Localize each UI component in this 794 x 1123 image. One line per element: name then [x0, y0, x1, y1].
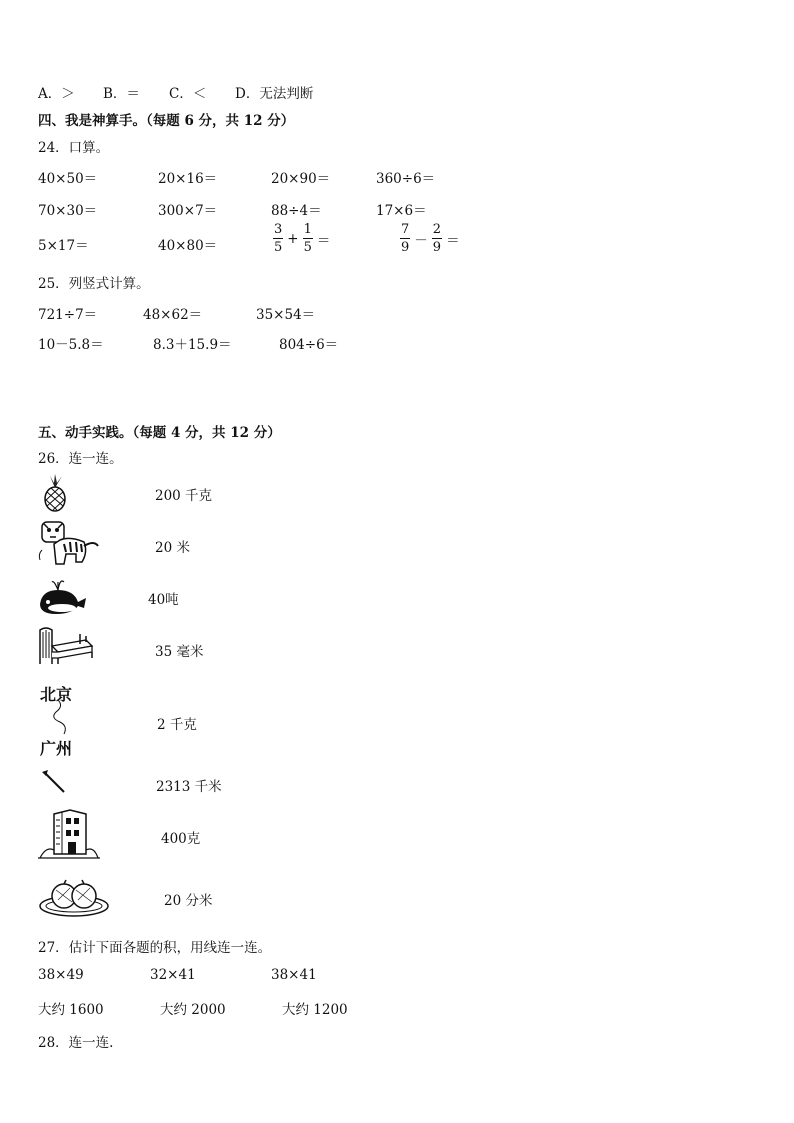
bed-icon	[36, 624, 94, 666]
q26-label: 26．连一连。	[38, 451, 123, 467]
building-icon	[38, 806, 100, 862]
q24-expr: 20×90＝	[271, 171, 331, 187]
q27-answer: 大约 1600	[38, 1002, 104, 1018]
q24-expr: 40×80＝	[158, 238, 218, 254]
q24-expr: 360÷6＝	[376, 171, 436, 187]
q25-expr: 721÷7＝	[38, 307, 98, 323]
q25-expr: 10－5.8＝	[38, 337, 104, 353]
q27-answer: 大约 2000	[160, 1002, 226, 1018]
fruit-plate-icon	[38, 876, 110, 918]
q26-value: 2313 千米	[156, 779, 222, 795]
q25-expr: 804÷6＝	[279, 337, 339, 353]
option-a: A．＞	[38, 86, 75, 102]
q26-value: 40吨	[148, 592, 179, 608]
fraction: $\frac{2}{9}$	[432, 222, 442, 255]
q26-value: 200 千克	[155, 488, 213, 504]
map-route-icon	[40, 682, 84, 756]
q27-label: 27．估计下面各题的积，用线连一连。	[38, 940, 272, 956]
section4-title: 四、我是神算手。（每题 6 分，共 12 分）	[38, 113, 295, 129]
fraction-expression-1	[273, 223, 330, 254]
option-d: D．无法判断	[235, 86, 314, 102]
route-line	[46, 698, 76, 736]
equals: ＝	[316, 232, 331, 249]
q27-answer: 大约 1200	[282, 1002, 348, 1018]
q25-expr: 48×62＝	[143, 307, 203, 323]
operator: －	[414, 232, 428, 249]
q26-value: 400克	[161, 831, 201, 847]
q26-value: 20 米	[155, 540, 190, 556]
q26-value: 20 分米	[164, 893, 213, 909]
q24-expr: 5×17＝	[38, 238, 89, 254]
fraction: $\frac{1}{5}$	[303, 222, 312, 255]
option-b: B．＝	[103, 86, 140, 102]
fraction-expression-2	[400, 223, 460, 254]
equals: ＝	[446, 232, 460, 249]
q25-expr: 35×54＝	[256, 307, 316, 323]
q24-expr: 300×7＝	[158, 203, 218, 219]
nail-icon	[40, 768, 70, 796]
q27-expr: 32×41	[150, 967, 196, 983]
q26-value: 35 毫米	[155, 644, 204, 660]
map-label-beijing: 北京	[40, 685, 73, 704]
q24-expr: 88÷4＝	[271, 203, 322, 219]
q27-expr: 38×49	[38, 967, 84, 983]
pineapple-icon	[38, 474, 72, 512]
map-label-guangzhou: 广州	[40, 739, 73, 758]
option-c: C．＜	[169, 86, 207, 102]
q25-label: 25．列竖式计算。	[38, 276, 150, 292]
fraction: $\frac{3}{5}$	[274, 222, 283, 255]
q24-label: 24．口算。	[38, 140, 110, 156]
q24-expr: 20×16＝	[158, 171, 218, 187]
tiger-icon	[36, 520, 102, 568]
q24-expr: 40×50＝	[38, 171, 98, 187]
q24-expr: 17×6＝	[376, 203, 427, 219]
fraction: $\frac{7}{9}$	[401, 222, 410, 255]
section5-title: 五、动手实践。（每题 4 分，共 12 分）	[38, 425, 281, 441]
whale-icon	[36, 576, 88, 616]
q24-expr: 70×30＝	[38, 203, 98, 219]
q25-expr: 8.3＋15.9＝	[153, 337, 232, 353]
q26-value: 2 千克	[157, 717, 197, 733]
q28-label: 28．连一连.	[38, 1035, 114, 1051]
operator: +	[287, 230, 299, 247]
q27-expr: 38×41	[271, 967, 317, 983]
